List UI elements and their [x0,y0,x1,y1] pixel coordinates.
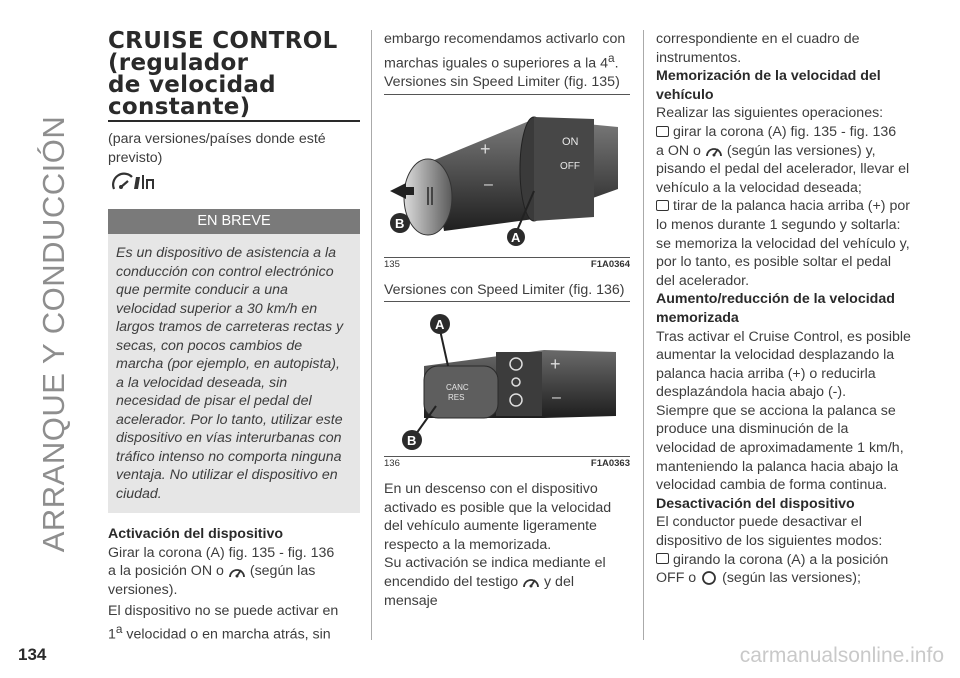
cruise-control-icon [108,169,360,195]
paragraph: correspondiente en el cuadro de instrumentos. [656,31,860,66]
svg-text:CANC: CANC [446,383,469,393]
speed-limiter-lever-illustration [384,306,628,456]
subtitle: (para versiones/países donde esté previsto) [108,131,326,166]
paragraph: El dispositivo no se puede activar en 1$^a$ velocidad o en marcha atrás, sin [108,602,339,643]
svg-text:ON: ON [562,135,579,148]
svg-text:B: B [395,215,405,231]
figure-136-heading: Versiones con Speed Limiter (fig. 136) [384,281,630,303]
svg-text:+: + [550,354,561,375]
paragraph: El conductor puede desactivar el dispositivo de los siguientes modos: [656,514,883,550]
paragraph: Su activación se indica mediante el encendido del testigo y del mensaje [384,555,606,609]
svg-text:–: – [552,389,561,407]
svg-text:A: A [511,229,521,245]
page-number: 134 [18,645,47,664]
figure-135-caption: 135 F1A0364 [384,258,630,270]
title-line: (regulador [108,50,249,76]
svg-text:+: + [480,138,491,159]
bullet-item: tirar de la palanca hacia arriba (+) por lo menos durante 1 segundo y soltarla: se memoriza la velocidad del vehículo y, por lo tanto, es posible soltar el pedal del acelerador. [656,198,910,289]
summary-box: Es un dispositivo de asistencia a la conducción con control electrónico que permite conducir a una velocidad superior a 30 km/h en largos tramos de carreteras rectas y secas, con pocos cambios de marcha (por ejemplo, en autopista), a la velocidad deseada, sin necesidad de pisar el pedal del acelerador. Por lo tanto, utilizar este dispositivo en vías interurbanas con tráfico intenso no comporta ninguna ventaja. No utilizar el dispositivo en ciudad. [108,234,360,513]
heading-increase-decrease: Aumento/reducción de la velocidad memorizada [656,291,895,326]
paragraph: Tras activar el Cruise Control, es posible aumentar la velocidad desplazando la palanca hacia arriba (+) o reducirla desplazándola hacia abajo (-). [656,328,911,401]
bullet-icon [656,553,669,564]
column-1 [108,30,360,644]
paragraph: En un descenso con el dispositivo activado es posible que la velocidad del vehículo aumente ligeramente respecto a la memorizada. [384,481,612,553]
svg-text:OFF: OFF [560,160,580,172]
svg-text:RES: RES [448,393,465,403]
title-line: de velocidad [108,72,276,98]
speedometer-icon [705,143,723,159]
column-divider [371,30,372,640]
figure-135-heading: Versiones sin Speed Limiter (fig. 135) [384,73,630,95]
column-3 [656,30,912,588]
paragraph: Girar la corona (A) fig. 135 - fig. 136 a la posición ON o (según las versiones). [108,544,335,598]
cruise-lever-illustration [384,99,628,257]
column-2 [384,30,630,610]
speedometer-icon [228,564,246,580]
paragraph: Realizar las siguientes operaciones: [656,105,884,122]
figure-136 [384,306,628,456]
svg-text:B: B [407,433,417,449]
heading-memorization: Memorización de la velocidad del vehículo [656,68,881,103]
figure-136-caption: 136 F1A0363 [384,458,630,470]
bullet-icon [656,200,669,211]
bullet-item: girar la corona (A) fig. 135 - fig. 136 a ON o (según las versiones) y, pisando el pedal del acelerador, llevar el vehículo a la velocidad deseada; [656,123,910,196]
bullet-icon [656,126,669,137]
title-line: CRUISE CONTROL [108,28,338,54]
speedometer-icon [522,574,540,590]
heading-activation: Activación del dispositivo [108,526,284,543]
watermark: carmanualsonline.info [739,644,944,667]
chapter-side-title-text: ARRANQUE Y CONDUCCIÓN [36,115,71,553]
paragraph: embargo recomendamos activarlo con marchas iguales o superiores a la 4$^a$. [384,31,626,72]
title-line: constante) [108,96,360,122]
paragraph: Siempre que se acciona la palanca se produce una disminución de la velocidad de aproximadamente 1 km/h, manteniendo la palanca hacia abajo la velocidad cambia de forma continua. [656,402,904,494]
section-title [108,30,360,122]
off-circle-icon [700,570,718,586]
figure-135 [384,99,628,257]
summary-band: EN BREVE [108,209,360,234]
column-divider [643,30,644,640]
svg-text:–: – [484,175,493,193]
svg-text:A: A [435,317,445,333]
bullet-item: girando la corona (A) a la posición OFF o (según las versiones); [656,551,889,587]
heading-deactivation: Desactivación del dispositivo [656,495,855,512]
